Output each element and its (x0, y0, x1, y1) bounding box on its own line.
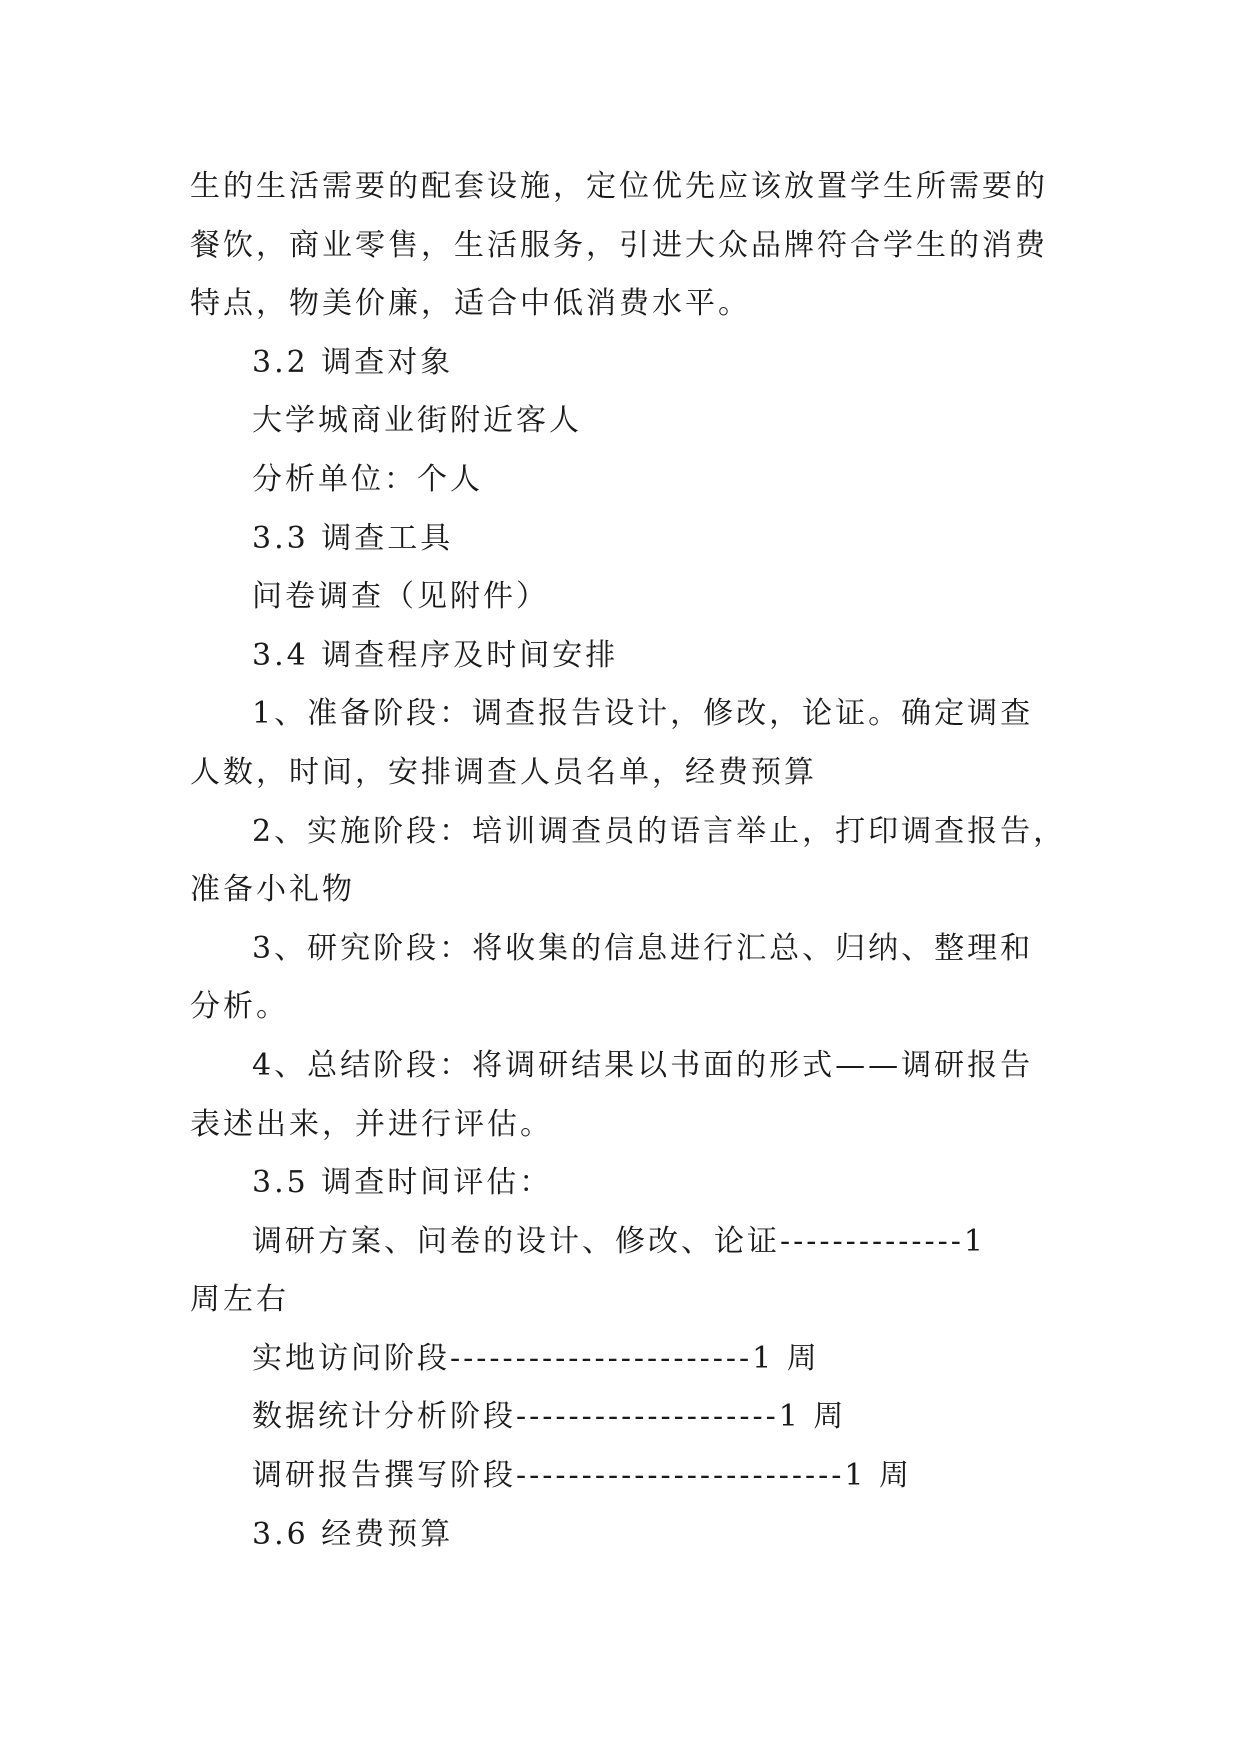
list-item-3-continued: 分析。 (190, 989, 289, 1025)
list-item-2-continued: 准备小礼物 (190, 872, 355, 908)
document-body (190, 158, 1070, 1564)
list-item-1-continued: 人数，时间，安排调查人员名单，经费预算 (190, 754, 817, 790)
list-item-4: 4、总结阶段：将调研结果以书面的形式——调研报告 (252, 1047, 1034, 1083)
section-heading-3-5: 3.5 调查时间评估： (252, 1165, 553, 1201)
list-item-3: 3、研究阶段：将收集的信息进行汇总、归纳、整理和 (252, 930, 1034, 966)
paragraph-line: 问卷调查（见附件） (252, 579, 549, 615)
paragraph-line: 大学城商业街附近客人 (252, 403, 582, 439)
schedule-item-continued: 周左右 (190, 1282, 289, 1318)
schedule-item: 调研方案、问卷的设计、修改、论证--------------1 (252, 1223, 987, 1259)
section-heading-3-2: 3.2 调查对象 (252, 344, 454, 380)
paragraph-line: 餐饮，商业零售，生活服务，引进大众品牌符合学生的消费 (190, 227, 1048, 263)
section-heading-3-6: 3.6 经费预算 (252, 1516, 454, 1552)
section-heading-3-3: 3.3 调查工具 (252, 520, 454, 556)
schedule-item: 调研报告撰写阶段-------------------------1 周 (252, 1458, 913, 1494)
paragraph-line: 生的生活需要的配套设施，定位优先应该放置学生所需要的 (190, 169, 1048, 204)
list-item-2: 2、实施阶段：培训调查员的语言举止，打印调查报告， (252, 813, 1067, 849)
paragraph-line: 分析单位：个人 (252, 461, 483, 497)
paragraph-line: 特点，物美价廉，适合中低消费水平。 (190, 286, 751, 322)
list-item-4-continued: 表述出来，并进行评估。 (190, 1106, 553, 1142)
list-item-1: 1、准备阶段：调查报告设计，修改，论证。确定调查 (252, 696, 1034, 732)
section-heading-3-4: 3.4 调查程序及时间安排 (252, 637, 619, 673)
schedule-item: 实地访问阶段-----------------------1 周 (252, 1340, 820, 1376)
schedule-item: 数据统计分析阶段--------------------1 周 (252, 1399, 847, 1435)
